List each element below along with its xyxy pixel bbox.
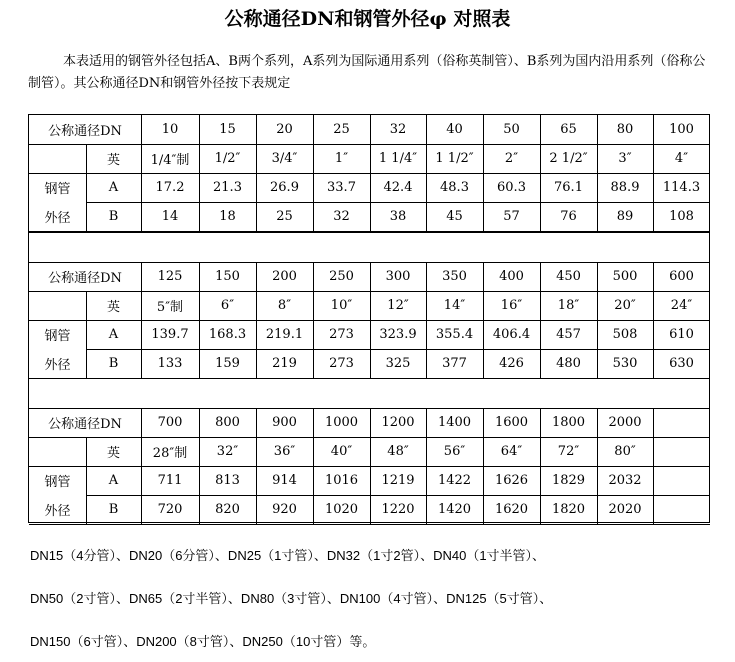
dn-value: 1000 bbox=[324, 415, 359, 430]
series-b-value: 219 bbox=[272, 356, 297, 371]
inch-value: 1″ bbox=[334, 151, 349, 166]
dn-value: 1200 bbox=[381, 415, 415, 430]
series-a-value: 273 bbox=[329, 327, 354, 342]
dn-value: 25 bbox=[333, 122, 350, 137]
series-b-value: 426 bbox=[499, 356, 524, 371]
series-a-label: A bbox=[108, 473, 119, 488]
series-b-value: 133 bbox=[157, 356, 183, 371]
note-line-2: DN50（2寸管）、DN65（2寸半管）、DN80（3寸管）、DN100（4寸管）、DN125（5寸管）、 bbox=[30, 591, 553, 606]
series-b-value: 18 bbox=[219, 209, 236, 224]
series-b-value: 89 bbox=[616, 209, 634, 224]
series-b-value: 1220 bbox=[381, 502, 415, 517]
inch-value: 1 1/2″ bbox=[435, 151, 474, 166]
intro-paragraph: 本表适用的钢管外径包括A、B两个系列，A系列为国际通用系列（俗称英制管）、B系列为国内沿用系列（俗称公制管）。其公称通径DN和钢管外径按下表规定 bbox=[28, 54, 706, 91]
series-a-label: A bbox=[108, 180, 119, 195]
series-a-value: 355.4 bbox=[435, 327, 474, 342]
dn-value: 65 bbox=[560, 122, 577, 137]
series-b-value: 45 bbox=[446, 209, 463, 224]
dn-label: 公称通径DN bbox=[48, 271, 122, 286]
dn-value: 400 bbox=[499, 269, 524, 284]
series-b-value: 38 bbox=[389, 209, 407, 224]
series-b-value: 720 bbox=[157, 502, 183, 517]
dn-value: 350 bbox=[442, 269, 467, 284]
inch-value bbox=[653, 437, 710, 466]
series-a-value: 48.3 bbox=[440, 180, 469, 195]
inch-value: 5″制 bbox=[156, 300, 184, 315]
inch-value: 2 1/2″ bbox=[549, 151, 588, 166]
inch-value: 14″ bbox=[443, 298, 466, 313]
dn-value: 100 bbox=[669, 122, 694, 137]
series-a-value: 406.4 bbox=[492, 327, 531, 342]
series-a-value: 508 bbox=[612, 327, 638, 342]
series-a-value: 219.1 bbox=[265, 327, 304, 342]
series-a-value: 1016 bbox=[324, 473, 359, 488]
series-b-value: 273 bbox=[329, 356, 354, 371]
series-a-value bbox=[653, 466, 710, 495]
series-b-value: 377 bbox=[442, 356, 467, 371]
series-a-value: 76.1 bbox=[554, 180, 583, 195]
series-a-value: 42.4 bbox=[383, 180, 413, 195]
series-b-value: 1020 bbox=[324, 502, 359, 517]
outer-diameter-label: 外径 bbox=[44, 504, 71, 519]
series-a-value: 457 bbox=[556, 327, 581, 342]
series-a-value: 88.9 bbox=[610, 180, 640, 195]
dn-value: 125 bbox=[157, 269, 183, 284]
series-a-value: 1422 bbox=[437, 473, 472, 488]
series-b-value: 820 bbox=[215, 502, 240, 517]
series-a-value: 1219 bbox=[381, 473, 415, 488]
series-b-value: 2020 bbox=[608, 502, 642, 517]
dn-value: 40 bbox=[446, 122, 463, 137]
dn-value: 900 bbox=[272, 415, 297, 430]
dn-value: 500 bbox=[612, 269, 638, 284]
inch-value: 32″ bbox=[216, 444, 239, 459]
series-a-value: 139.7 bbox=[151, 327, 189, 342]
series-a-value: 1829 bbox=[551, 473, 586, 488]
dn-value: 1800 bbox=[551, 415, 586, 430]
inch-value: 6″ bbox=[220, 298, 235, 313]
dn-label: 公称通径DN bbox=[48, 124, 122, 139]
dn-value: 300 bbox=[385, 269, 411, 284]
inch-value: 3″ bbox=[618, 151, 632, 166]
series-a-label: A bbox=[108, 327, 119, 342]
series-a-value: 914 bbox=[272, 473, 297, 488]
steel-pipe-label: 钢管 bbox=[44, 182, 71, 197]
inch-value: 4″ bbox=[674, 151, 689, 166]
dn-value: 250 bbox=[329, 269, 354, 284]
series-a-value: 2032 bbox=[608, 473, 642, 488]
steel-pipe-label: 钢管 bbox=[44, 475, 71, 490]
dn-value: 600 bbox=[669, 269, 694, 284]
dn-value: 32 bbox=[389, 122, 407, 137]
dn-value bbox=[653, 408, 710, 437]
dn-value: 1600 bbox=[494, 415, 529, 430]
inch-value: 36″ bbox=[273, 444, 296, 459]
inch-value: 24″ bbox=[670, 298, 693, 313]
series-a-value: 168.3 bbox=[208, 327, 247, 342]
inch-value: 3/4″ bbox=[271, 151, 298, 166]
series-a-value: 21.3 bbox=[213, 180, 242, 195]
dn-value: 200 bbox=[272, 269, 297, 284]
series-b-value bbox=[653, 495, 710, 524]
inch-label: 英 bbox=[106, 153, 120, 168]
series-b-value: 1420 bbox=[437, 502, 472, 517]
inch-value: 1 1/4″ bbox=[378, 151, 418, 166]
series-b-value: 14 bbox=[161, 209, 179, 224]
dn-value: 2000 bbox=[608, 415, 642, 430]
inch-value: 8″ bbox=[277, 298, 292, 313]
series-b-label: B bbox=[108, 209, 119, 224]
series-a-value: 114.3 bbox=[662, 180, 701, 195]
inch-value: 16″ bbox=[500, 298, 523, 313]
outer-diameter-label: 外径 bbox=[44, 358, 71, 373]
series-b-value: 920 bbox=[272, 502, 297, 517]
inch-value: 1/4″制 bbox=[150, 153, 190, 168]
series-b-value: 480 bbox=[556, 356, 581, 371]
series-a-value: 323.9 bbox=[379, 327, 417, 342]
series-a-value: 60.3 bbox=[497, 180, 526, 195]
note-line-1: DN15（4分管）、DN20（6分管）、DN25（1寸管）、DN32（1寸2管）、DN40（1寸半管）、 bbox=[30, 548, 546, 563]
note-line-3: DN150（6寸管）、DN200（8寸管）、DN250（10寸管）等。 bbox=[30, 634, 376, 649]
dn-label: 公称通径DN bbox=[48, 417, 122, 432]
series-b-value: 530 bbox=[612, 356, 638, 371]
inch-value: 2″ bbox=[504, 151, 519, 166]
inch-value: 20″ bbox=[614, 298, 636, 313]
page-title: 公称通径DN和钢管外径φ 对照表 bbox=[224, 8, 511, 30]
dn-value: 80 bbox=[616, 122, 634, 137]
dn-value: 15 bbox=[219, 122, 236, 137]
outer-diameter-label: 外径 bbox=[44, 211, 71, 226]
series-b-value: 76 bbox=[560, 209, 577, 224]
dn-value: 700 bbox=[157, 415, 183, 430]
series-a-value: 1626 bbox=[494, 473, 529, 488]
dn-value: 800 bbox=[215, 415, 240, 430]
dn-value: 20 bbox=[276, 122, 293, 137]
inch-value: 72″ bbox=[557, 444, 580, 459]
inch-value: 1/2″ bbox=[214, 151, 241, 166]
series-a-value: 33.7 bbox=[327, 180, 356, 195]
inch-value: 48″ bbox=[387, 444, 409, 459]
inch-value: 64″ bbox=[500, 444, 523, 459]
inch-label: 英 bbox=[106, 446, 120, 461]
steel-pipe-label: 钢管 bbox=[44, 329, 71, 344]
inch-value: 28″制 bbox=[152, 446, 188, 461]
series-a-value: 813 bbox=[215, 473, 240, 488]
series-b-value: 1820 bbox=[551, 502, 586, 517]
inch-value: 80″ bbox=[614, 444, 636, 459]
series-b-value: 57 bbox=[503, 209, 520, 224]
dn-value: 1400 bbox=[437, 415, 472, 430]
series-b-value: 630 bbox=[669, 356, 694, 371]
dn-value: 150 bbox=[215, 269, 240, 284]
series-a-value: 17.2 bbox=[155, 180, 185, 195]
dn-value: 450 bbox=[556, 269, 581, 284]
dn-value: 10 bbox=[161, 122, 179, 137]
series-b-value: 1620 bbox=[494, 502, 529, 517]
series-a-value: 610 bbox=[669, 327, 694, 342]
series-a-value: 711 bbox=[157, 473, 183, 488]
inch-value: 12″ bbox=[387, 298, 409, 313]
series-b-value: 108 bbox=[669, 209, 694, 224]
inch-value: 10″ bbox=[330, 298, 353, 313]
dn-od-table bbox=[28, 114, 710, 523]
series-a-value: 26.9 bbox=[270, 180, 299, 195]
series-b-value: 25 bbox=[276, 209, 293, 224]
series-b-label: B bbox=[108, 356, 119, 371]
inch-value: 18″ bbox=[557, 298, 580, 313]
dn-value: 50 bbox=[503, 122, 520, 137]
series-b-value: 32 bbox=[333, 209, 350, 224]
inch-value: 56″ bbox=[443, 444, 466, 459]
inch-label: 英 bbox=[106, 300, 120, 315]
series-b-label: B bbox=[108, 502, 119, 517]
inch-value: 40″ bbox=[330, 444, 353, 459]
series-b-value: 159 bbox=[215, 356, 240, 371]
series-b-value: 325 bbox=[385, 356, 411, 371]
